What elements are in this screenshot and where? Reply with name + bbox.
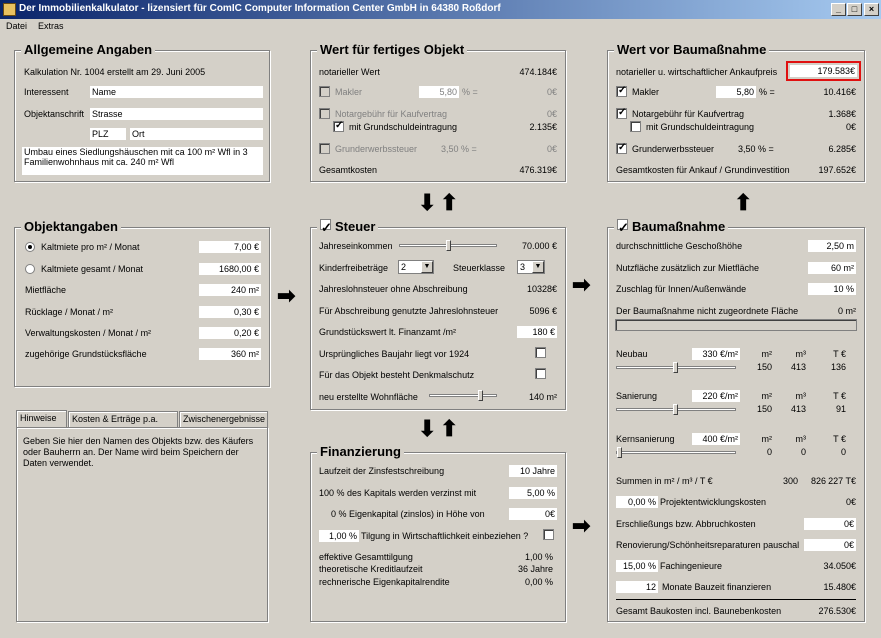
steuerklasse-label: Steuerklasse <box>453 263 506 273</box>
steuer-checkbox[interactable]: ✓ <box>321 220 332 235</box>
neubau-col-m2: m² <box>761 349 772 359</box>
zins-input[interactable]: 5,00 % <box>509 487 557 499</box>
grunderwerb-label: Grunderwerbssteuer <box>335 144 418 154</box>
makler-pct-input[interactable]: 5,80 <box>419 86 459 98</box>
grundstueck-input[interactable]: 360 m² <box>199 348 261 360</box>
arrow-down-icon: ⬇ <box>418 190 437 215</box>
app-icon <box>3 3 16 16</box>
fachingenieure-pct-input[interactable]: 15,00 % <box>616 560 658 572</box>
effektive-tilgung-value: 1,00 % <box>524 552 553 562</box>
makler-vor-unit: % = <box>759 87 775 97</box>
grunderwerb-pct: 3,50 % = <box>441 144 477 154</box>
interessent-label: Interessent <box>24 87 69 97</box>
menu-datei[interactable]: Datei <box>6 21 28 31</box>
fachingenieure-label: Fachingenieure <box>660 561 723 571</box>
nutzflaeche-input[interactable]: 60 m² <box>808 262 856 274</box>
renovierung-input[interactable]: 0€ <box>804 539 856 551</box>
window-title: Der Immobilienkalkulator - lizensiert für ComIC Computer Information Center GmbH in 64380 Roßdorf <box>19 3 501 14</box>
denkmal-label: Für das Objekt besteht Denkmalschutz <box>319 370 475 380</box>
makler-label: Makler <box>335 87 363 97</box>
strasse-input[interactable]: Strasse <box>90 108 263 120</box>
notar-checkbox[interactable] <box>319 108 330 119</box>
lohnsteuer-label: Jahreslohnsteuer ohne Abschreibung <box>319 284 468 294</box>
notar-label: Notargebühr für Kaufvertrag <box>335 109 448 119</box>
steuer-panel <box>310 219 566 410</box>
kreditlaufzeit-label: theoretische Kreditlaufzeit <box>319 564 423 574</box>
grundschuld-vor-checkbox[interactable] <box>630 121 641 132</box>
neubau-slider[interactable] <box>616 366 736 369</box>
sanierung-slider[interactable] <box>616 408 736 411</box>
hinweise-text-2: oder Bauherrn an. Der Name wird beim Speichern der <box>23 447 239 457</box>
verwaltung-label: Verwaltungskosten / Monat / m² <box>25 328 152 338</box>
kalkulation-info: Kalkulation Nr. 1004 erstellt am 29. Juni 2005 <box>24 67 206 77</box>
kernsanierung-col-te: T € <box>833 434 846 444</box>
notarieller-wert-label: notarieller Wert <box>319 67 380 77</box>
kaltmiete-pro-label: Kaltmiete pro m² / Monat <box>41 242 140 252</box>
sanierung-label: Sanierung <box>616 391 658 401</box>
beschreibung-line-1: Umbau eines Siedlungshäuschen mit ca 100 m² Wfl in 3 <box>24 147 248 157</box>
menu-bar <box>0 19 881 35</box>
eigenkapitalrendite-label: rechnerische Eigenkapitalrendite <box>319 577 450 587</box>
sanierung-m2: 150 <box>756 404 772 414</box>
hinweise-text-3: Daten verwendet. <box>23 458 94 468</box>
title-bar <box>0 0 881 19</box>
total-divider <box>616 599 856 600</box>
wohnflaeche-value: 140 m² <box>528 392 557 402</box>
grundstueckswert-label: Grundstückswert lt. Finanzamt /m² <box>319 327 457 337</box>
zins-label: 100 % des Kapitals werden verzinst mit <box>319 488 477 498</box>
plz-input[interactable]: PLZ <box>90 128 126 140</box>
laufzeit-input[interactable]: 10 Jahre <box>509 465 557 477</box>
neubau-te: 136 <box>830 362 846 372</box>
neubau-m3: 413 <box>790 362 806 372</box>
kernsanierung-slider[interactable] <box>616 451 736 454</box>
tab-zwischenergebnisse[interactable]: Zwischenergebnisse <box>179 411 268 427</box>
wert-fertig-panel <box>310 42 566 182</box>
baumassnahme-panel <box>607 219 865 622</box>
grundschuld-checkbox[interactable] <box>333 121 344 132</box>
ankaufpreis-label: notarieller u. wirtschaftlicher Ankaufpreis <box>616 67 778 77</box>
nicht-zugeordnet-label: Der Baumaßnahme nicht zugeordnete Fläche <box>616 306 799 316</box>
tilgung-label: Tilgung in Wirtschaftlichkeit einbeziehen ? <box>361 531 529 541</box>
sanierung-price-input[interactable]: 220 €/m² <box>692 390 740 402</box>
effektive-tilgung-label: effektive Gesamttilgung <box>319 552 413 562</box>
kinderfreibetraege-value: 2 <box>401 262 407 272</box>
ort-input[interactable]: Ort <box>130 128 263 140</box>
projekt-label: Projektentwicklungskosten <box>660 497 767 507</box>
grunderwerb-vor-label: Grunderwerbssteuer <box>632 144 715 154</box>
wert-vor-title: Wert vor Baumaßnahme <box>614 42 769 57</box>
allgemeine-angaben-panel <box>14 42 270 182</box>
neubau-col-m3: m³ <box>795 349 806 359</box>
grundstueckswert-input[interactable]: 180 € <box>517 326 557 338</box>
baumassnahme-checkbox[interactable]: ✓ <box>618 220 629 235</box>
beschreibung-textarea[interactable] <box>22 147 263 175</box>
steuer-title-text: Steuer <box>335 219 376 234</box>
chevron-down-icon: ▼ <box>532 261 544 273</box>
objektangaben-title: Objektangaben <box>21 219 121 234</box>
arrow-up-icon: ⬆ <box>734 190 753 215</box>
steuer-title <box>317 219 378 234</box>
arrow-right-icon: ➡ <box>572 272 591 297</box>
grundstueck-label: zugehörige Grundstücksfläche <box>25 349 147 359</box>
grundschuld-label: mit Grundschuldeintragung <box>349 122 458 132</box>
sanierung-te: 91 <box>835 404 846 414</box>
makler-checkbox[interactable] <box>319 86 330 97</box>
kinderfreibetraege-select[interactable] <box>398 260 434 274</box>
nicht-zugeordnet-value: 0 m² <box>838 306 856 316</box>
arrow-right-icon: ➡ <box>572 513 591 538</box>
tilgung-checkbox[interactable] <box>543 529 554 540</box>
steuerklasse-select[interactable] <box>517 260 545 274</box>
grunderwerb-vor-pct: 3,50 % = <box>738 144 774 154</box>
grunderwerb-vor-checkbox[interactable] <box>616 143 627 154</box>
neubau-col-te: T € <box>833 349 846 359</box>
bauzeit-input[interactable]: 12 <box>616 581 658 593</box>
neubau-label: Neubau <box>616 349 648 359</box>
arrow-right-icon: ➡ <box>277 283 296 308</box>
baujahr-checkbox[interactable] <box>535 347 546 358</box>
notar-vor-value: 1.368€ <box>828 109 856 119</box>
arrow-up-icon: ⬆ <box>440 190 459 215</box>
abschreibung-label: Für Abschreibung genutzte Jahreslohnsteuer <box>319 306 499 316</box>
ruecklage-label: Rücklage / Monat / m² <box>25 307 114 317</box>
baumassnahme-title <box>614 219 728 234</box>
fachingenieure-value: 34.050€ <box>823 561 856 571</box>
makler-vor-value: 10.416€ <box>823 87 856 97</box>
ankaufpreis-input[interactable]: 179.583€ <box>790 65 857 77</box>
tab-hinweise[interactable]: Hinweise <box>16 410 67 427</box>
zuschlag-label: Zuschlag für Innen/Außenwände <box>616 284 747 294</box>
bauzeit-value: 15.480€ <box>823 582 856 592</box>
close-button[interactable]: × <box>864 3 879 16</box>
hinweise-tabs <box>16 411 268 427</box>
arrow-up-icon: ⬆ <box>440 416 459 441</box>
notar-vor-label: Notargebühr für Kaufvertrag <box>632 109 745 119</box>
menu-extras[interactable]: Extras <box>38 21 64 31</box>
summen-label: Summen in m² / m³ / T € <box>616 476 713 486</box>
gesamt-baukosten-label: Gesamt Baukosten incl. Baunebenkosten <box>616 606 782 616</box>
gesamtkosten-ankauf-value: 197.652€ <box>818 165 856 175</box>
neubau-price-input[interactable]: 330 €/m² <box>692 348 740 360</box>
grundschuld-value: 2.135€ <box>529 122 557 132</box>
abschreibung-value: 5096 € <box>529 306 557 316</box>
notar-value: 0€ <box>546 109 557 119</box>
hinweise-panel <box>16 427 268 622</box>
kaltmiete-gesamt-radio[interactable] <box>25 264 35 274</box>
grundschuld-vor-label: mit Grundschuldeintragung <box>646 122 755 132</box>
kernsanierung-label: Kernsanierung <box>616 434 675 444</box>
gesamtkosten-label: Gesamtkosten <box>319 165 378 175</box>
kernsanierung-m3: 0 <box>800 447 806 457</box>
denkmal-checkbox[interactable] <box>535 368 546 379</box>
finanzierung-panel <box>310 444 566 622</box>
geschosshoehe-input[interactable]: 2,50 m <box>808 240 856 252</box>
summen-te: 227 T€ <box>828 476 856 486</box>
erschliessung-input[interactable]: 0€ <box>804 518 856 530</box>
eigenkapital-label: 0 % Eigenkapital (zinslos) in Höhe von <box>331 509 485 519</box>
projekt-pct-input[interactable]: 0,00 % <box>616 496 658 508</box>
ruecklage-input[interactable]: 0,30 € <box>199 306 261 318</box>
maximize-button[interactable]: □ <box>847 3 862 16</box>
grunderwerb-value: 0€ <box>546 144 557 154</box>
makler-value: 0€ <box>546 87 557 97</box>
kaltmiete-gesamt-label: Kaltmiete gesamt / Monat <box>41 264 144 274</box>
grunderwerb-checkbox[interactable] <box>319 143 330 154</box>
hinweise-text-1: Geben Sie hier den Namen des Objekts bzw. des Käufers <box>23 436 254 446</box>
notarieller-wert-value: 474.184€ <box>519 67 557 77</box>
kaltmiete-gesamt-input[interactable]: 1680,00 € <box>199 263 261 275</box>
kreditlaufzeit-value: 36 Jahre <box>517 564 553 574</box>
eigenkapitalrendite-value: 0,00 % <box>524 577 553 587</box>
objektangaben-panel <box>14 219 270 387</box>
chevron-down-icon: ▼ <box>421 261 433 273</box>
summen-m2: 300 <box>782 476 798 486</box>
erschliessung-label: Erschließungs bzw. Abbruchkosten <box>616 519 756 529</box>
objektanschrift-label: Objektanschrift <box>24 109 85 119</box>
arrow-down-icon: ⬇ <box>418 416 437 441</box>
jahreseinkommen-slider[interactable] <box>399 244 497 247</box>
baumassnahme-title-text: Baumaßnahme <box>632 219 726 234</box>
makler-vor-label: Makler <box>632 87 660 97</box>
geschosshoehe-label: durchschnittliche Geschoßhöhe <box>616 241 743 251</box>
sanierung-col-m2: m² <box>761 391 772 401</box>
minimize-button[interactable]: _ <box>831 3 846 16</box>
kernsanierung-price-input[interactable]: 400 €/m² <box>692 433 740 445</box>
kernsanierung-col-m2: m² <box>761 434 772 444</box>
sanierung-col-te: T € <box>833 391 846 401</box>
gesamt-baukosten-value: 276.530€ <box>818 606 856 616</box>
projekt-value: 0€ <box>845 497 856 507</box>
finanzierung-title: Finanzierung <box>317 444 404 459</box>
wohnflaeche-label: neu erstellte Wohnfläche <box>319 392 418 402</box>
makler-vor-pct-input[interactable]: 5,80 <box>716 86 756 98</box>
bauzeit-label: Monate Bauzeit finanzieren <box>662 582 772 592</box>
gesamtkosten-value: 476.319€ <box>519 165 557 175</box>
verwaltung-input[interactable]: 0,20 € <box>199 327 261 339</box>
eigenkapital-input[interactable]: 0€ <box>509 508 557 520</box>
baujahr-label: Ursprüngliches Baujahr liegt vor 1924 <box>319 349 470 359</box>
jahreseinkommen-value: 70.000 € <box>521 241 557 251</box>
kernsanierung-m2: 0 <box>766 447 772 457</box>
tab-kosten-ertraege[interactable]: Kosten & Erträge p.a. <box>68 411 178 427</box>
mietflaeche-input[interactable]: 240 m² <box>199 284 261 296</box>
grundschuld-vor-value: 0€ <box>845 122 856 132</box>
jahreseinkommen-label: Jahreseinkommen <box>319 241 393 251</box>
sanierung-m3: 413 <box>790 404 806 414</box>
interessent-input[interactable]: Name <box>90 86 263 98</box>
notar-vor-checkbox[interactable] <box>616 108 627 119</box>
kernsanierung-te: 0 <box>840 447 846 457</box>
grunderwerb-vor-value: 6.285€ <box>828 144 856 154</box>
nutzflaeche-label: Nutzfläche zusätzlich zur Mietfläche <box>616 263 760 273</box>
tilgung-pct-input[interactable]: 1,00 % <box>319 530 359 542</box>
beschreibung-line-2: Familienwohnhaus mit ca. 240 m² Wfl <box>24 157 175 167</box>
lohnsteuer-value: 10328€ <box>526 284 557 294</box>
kinderfreibetraege-label: Kinderfreibeträge <box>319 263 389 273</box>
neubau-m2: 150 <box>756 362 772 372</box>
wert-vor-panel <box>607 42 865 182</box>
renovierung-label: Renovierung/Schönheitsreparaturen pauschal <box>616 540 800 550</box>
sanierung-col-m3: m³ <box>795 391 806 401</box>
makler-vor-checkbox[interactable] <box>616 86 627 97</box>
kaltmiete-pro-input[interactable]: 7,00 € <box>199 241 261 253</box>
mietflaeche-label: Mietfläche <box>25 285 67 295</box>
nicht-zugeordnet-bar <box>615 319 857 331</box>
summen-m3: 826 <box>810 476 826 486</box>
gesamtkosten-ankauf-label: Gesamtkosten für Ankauf / Grundinvestition <box>616 165 790 175</box>
zuschlag-input[interactable]: 10 % <box>808 283 856 295</box>
wohnflaeche-slider[interactable] <box>429 394 497 397</box>
allgemeine-angaben-title: Allgemeine Angaben <box>21 42 155 57</box>
steuerklasse-value: 3 <box>520 262 526 272</box>
makler-unit: % = <box>462 87 478 97</box>
kaltmiete-pro-radio[interactable] <box>25 242 35 252</box>
wert-fertig-title: Wert für fertiges Objekt <box>317 42 467 57</box>
kernsanierung-col-m3: m³ <box>795 434 806 444</box>
laufzeit-label: Laufzeit der Zinsfestschreibung <box>319 466 445 476</box>
